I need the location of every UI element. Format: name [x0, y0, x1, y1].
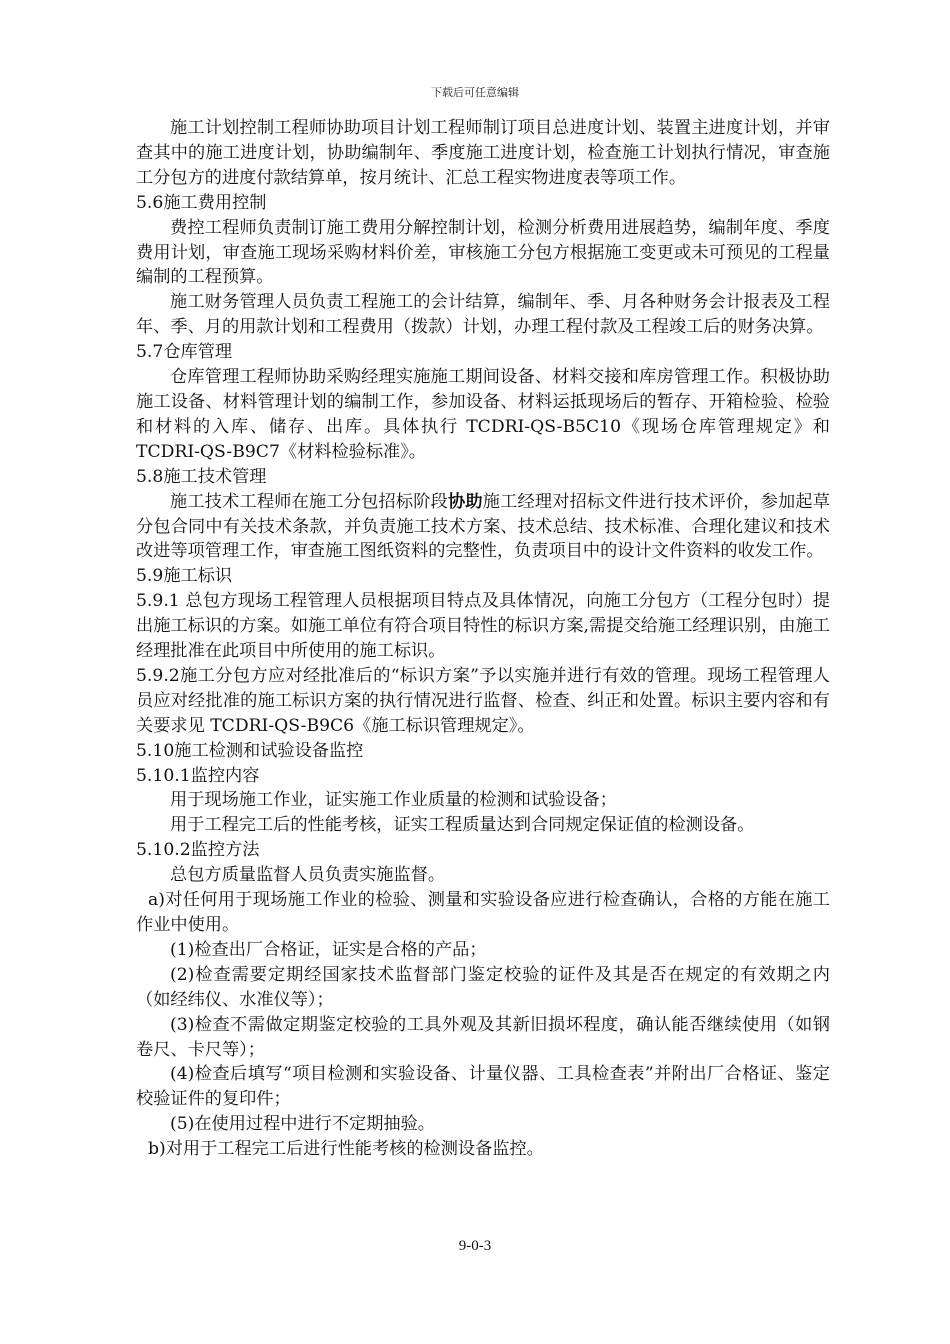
paragraph-5-9-2: 5.9.2施工分包方应对经批准后的“标识方案”予以实施并进行有效的管理。现场工程管理人员应对经批准的施工标识方案的执行情况进行监督、检查、纠正和处置。标识主要内容和有关要求见 TCDRI-QS-B9C6《施工标识管理规定》。 [136, 665, 830, 736]
subsection-heading-5-10-2: 5.10.2监控方法 [136, 840, 260, 861]
paragraph-5-9-1: 5.9.1 总包方现场工程管理人员根据项目特点及具体情况，向施工分包方（工程分包时）提出施工标识的方案。如施工单位有符合项目特性的标识方案,需提交给施工经理识别，由施工经理批准在此项目中所使用的施工标识。 [136, 591, 830, 662]
section-heading-5-9: 5.9施工标识 [136, 566, 233, 587]
paragraph-warehouse: 仓库管理工程师协助采购经理实施施工期间设备、材料交接和库房管理工作。积极协助施工设备、材料管理计划的编制工作，参加设备、材料运抵现场后的暂存、开箱检验、检验和材料的入库、储存、出库。具体执行 TCDRI-QS-B5C10《现场仓库管理规定》和 TCDRI-QS-B9C7《材料检验标准》。 [136, 367, 830, 462]
page-header: 下载后可任意编辑 [431, 86, 519, 99]
paragraph-monitor-method: 总包方质量监督人员负责实施监督。 [170, 865, 446, 886]
paragraph-technical-management [136, 490, 830, 565]
list-item-2: (2)检查需要定期经国家技术监督部门鉴定校验的证件及其是否在规定的有效期之内（如经纬仪、水准仪等）； [136, 964, 830, 1010]
paragraph-cost-control: 费控工程师负责制订施工费用分解控制计划，检测分析费用进展趋势，编制年度、季度费用计划，审查施工现场采购材料价差，审核施工分包方根据施工变更或未可预见的工程量编制的工程预算。 [136, 217, 830, 288]
page-number: 9-0-3 [458, 1238, 492, 1254]
list-item-4: (4)检查后填写“项目检测和实验设备、计量仪器、工具检查表”并附出厂合格证、鉴定校验证件的复印件； [136, 1064, 830, 1110]
section-heading-5-8: 5.8施工技术管理 [136, 466, 267, 487]
text-segment: 施工技术工程师在施工分包招标阶段 [170, 491, 448, 512]
text-segment: 施工经理对招标文件进行技术评价，参加起草分包合同中有关技术条款，并负责施工技术方案、技术总结、技术标准、合理化建议和技术改进等项管理工作，审查施工图纸资料的完整性，负责项目中的设计文件资料的收发工作。 [136, 491, 830, 562]
document-body [136, 116, 830, 1162]
paragraph-monitor-content-a: 用于现场施工作业，证实施工作业质量的检测和试验设备； [170, 790, 617, 811]
section-heading-5-7: 5.7仓库管理 [136, 342, 233, 363]
list-item-1: (1)检查出厂合格证，证实是合格的产品； [170, 939, 487, 960]
paragraph-monitor-content-b: 用于工程完工后的性能考核，证实工程质量达到合同规定保证值的检测设备。 [170, 815, 755, 836]
list-item-b: b)对用于工程完工后进行性能考核的检测设备监控。 [148, 1139, 544, 1160]
list-item-a: a)对任何用于现场施工作业的检验、测量和实验设备应进行检查确认，合格的方能在施工作业中使用。 [136, 890, 830, 935]
list-item-5: (5)在使用过程中进行不定期抽验。 [170, 1114, 435, 1135]
bold-text: 协助 [447, 491, 483, 512]
subsection-heading-5-10-1: 5.10.1监控内容 [136, 765, 260, 786]
paragraph-finance: 施工财务管理人员负责工程施工的会计结算，编制年、季、月各种财务会计报表及工程年、季、月的用款计划和工程费用（拨款）计划，办理工程付款及工程竣工后的财务决算。 [136, 292, 830, 338]
section-heading-5-6: 5.6施工费用控制 [136, 192, 267, 213]
paragraph-construction-plan: 施工计划控制工程师协助项目计划工程师制订项目总进度计划、装置主进度计划，并审查其中的施工进度计划，协助编制年、季度施工进度计划，检查施工计划执行情况，审查施工分包方的进度付款结算单，按月统计、汇总工程实物进度表等项工作。 [136, 118, 830, 188]
section-heading-5-10: 5.10施工检测和试验设备监控 [136, 740, 364, 761]
list-item-3: (3)检查不需做定期鉴定校验的工具外观及其新旧损坏程度，确认能否继续使用（如钢卷尺、卡尺等）； [136, 1014, 830, 1060]
